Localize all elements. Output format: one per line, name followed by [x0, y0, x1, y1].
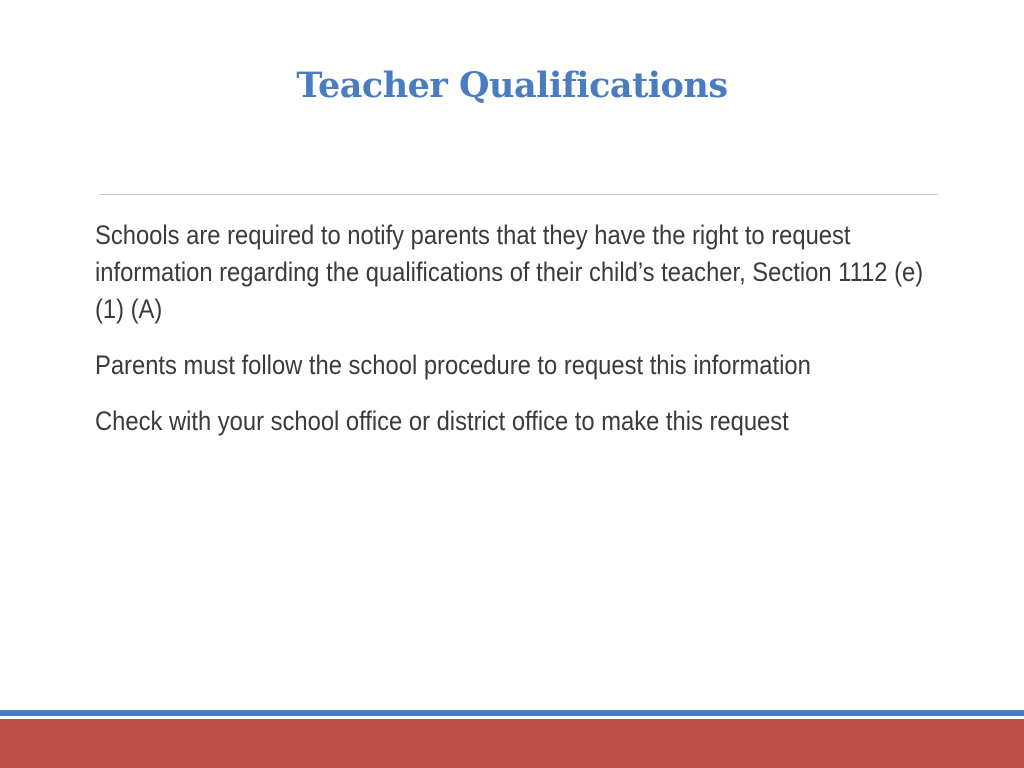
footer-blue-stripe	[0, 710, 1024, 716]
footer-red-band	[0, 719, 1024, 768]
title-divider	[100, 194, 938, 195]
slide-body	[95, 217, 924, 459]
body-paragraph-3: Check with your school office or district office to make this request	[95, 406, 789, 436]
body-paragraph-1: Schools are required to notify parents that they have the right to request information regarding the qualifications of their child’s teacher, Section 1112 (e) (1) (A)	[95, 220, 924, 324]
slide-title: Teacher Qualifications	[296, 65, 728, 106]
body-paragraph-2: Parents must follow the school procedure to request this information	[95, 350, 811, 380]
